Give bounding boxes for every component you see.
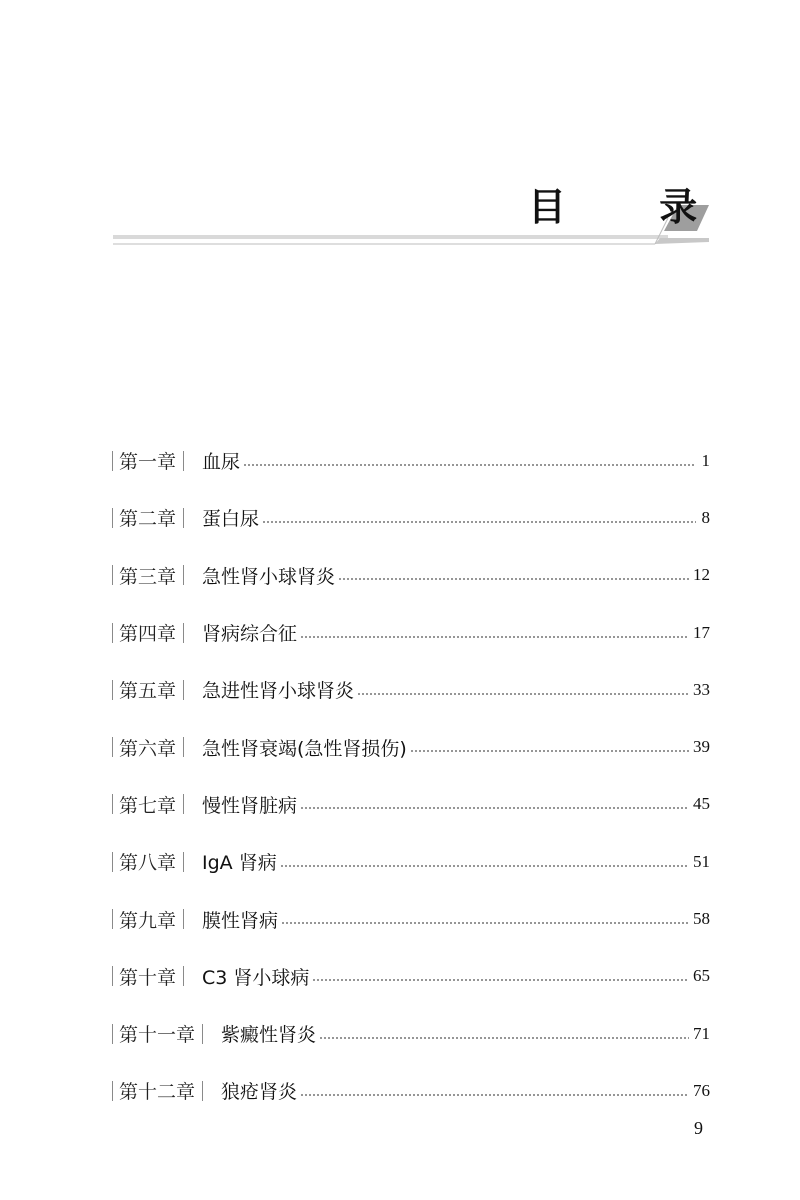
chapter-number: 第一章	[119, 451, 177, 474]
chapter-bar-right	[202, 1024, 203, 1044]
chapter-bar-right	[202, 1081, 203, 1101]
toc-entry[interactable]	[112, 661, 710, 718]
toc-entry[interactable]	[112, 833, 710, 890]
toc-entry[interactable]	[112, 489, 710, 546]
entry-page-number: 8	[701, 507, 710, 527]
chapter-bar-left	[112, 737, 113, 757]
dot-leader	[281, 922, 689, 924]
page-title: 目 录	[528, 184, 738, 229]
dot-leader	[262, 521, 696, 523]
entry-title: 慢性肾脏病	[202, 794, 298, 817]
table-of-contents	[112, 432, 710, 1120]
dot-leader	[280, 865, 689, 867]
chapter-number: 第三章	[119, 565, 177, 588]
chapter-bar-right	[183, 852, 184, 872]
toc-entry[interactable]	[112, 776, 710, 833]
entry-title: 肾病综合征	[202, 623, 298, 646]
page-number: 9	[694, 1118, 703, 1138]
chapter-bar-right	[183, 623, 184, 643]
chapter-bar-left	[112, 508, 113, 528]
chapter-bar-right	[183, 451, 184, 471]
chapter-marker	[112, 562, 184, 589]
entry-title: 紫癜性肾炎	[221, 1024, 317, 1047]
chapter-bar-left	[112, 1024, 113, 1044]
entry-title: 蛋白尿	[202, 508, 260, 531]
chapter-bar-right	[183, 909, 184, 929]
entry-page-number: 1	[701, 450, 710, 470]
toc-entry[interactable]	[112, 547, 710, 604]
chapter-number: 第九章	[119, 909, 177, 932]
chapter-marker	[112, 963, 184, 990]
chapter-marker	[112, 1077, 203, 1104]
dot-leader	[338, 578, 689, 580]
dot-leader	[243, 464, 696, 466]
chapter-bar-left	[112, 1081, 113, 1101]
entry-title: 狼疮肾炎	[221, 1081, 298, 1104]
toc-entry[interactable]	[112, 432, 710, 489]
chapter-number: 第六章	[119, 737, 177, 760]
dot-leader	[357, 693, 689, 695]
chapter-marker	[112, 1020, 203, 1047]
chapter-marker	[112, 906, 184, 933]
chapter-marker	[112, 619, 184, 646]
toc-entry[interactable]	[112, 890, 710, 947]
entry-page-number: 76	[693, 1080, 710, 1100]
chapter-bar-right	[183, 737, 184, 757]
chapter-bar-right	[183, 508, 184, 528]
chapter-number: 第五章	[119, 680, 177, 703]
title-parallelogram-light	[655, 238, 709, 244]
chapter-bar-left	[112, 794, 113, 814]
entry-page-number: 51	[693, 851, 710, 871]
toc-entry[interactable]	[112, 604, 710, 661]
chapter-marker	[112, 504, 184, 531]
toc-entry[interactable]	[112, 1005, 710, 1062]
chapter-bar-left	[112, 623, 113, 643]
chapter-marker	[112, 734, 184, 761]
chapter-bar-left	[112, 909, 113, 929]
dot-leader	[300, 807, 689, 809]
toc-entry[interactable]	[112, 718, 710, 775]
chapter-number: 第二章	[119, 508, 177, 531]
entry-title: 急性肾小球肾炎	[202, 565, 336, 588]
dot-leader	[410, 750, 689, 752]
entry-page-number: 71	[693, 1023, 710, 1043]
entry-page-number: 12	[693, 565, 710, 585]
chapter-number: 第七章	[119, 794, 177, 817]
entry-page-number: 45	[693, 794, 710, 814]
chapter-marker	[112, 676, 184, 703]
entry-title: IgA 肾病	[202, 852, 277, 875]
chapter-number: 第十二章	[119, 1081, 196, 1104]
chapter-marker	[112, 447, 184, 474]
chapter-marker	[112, 791, 184, 818]
chapter-bar-left	[112, 852, 113, 872]
chapter-marker	[112, 848, 184, 875]
entry-title: 急进性肾小球肾炎	[202, 680, 355, 703]
chapter-bar-left	[112, 451, 113, 471]
entry-page-number: 33	[693, 679, 710, 699]
entry-title: 膜性肾病	[202, 909, 279, 932]
toc-entry[interactable]	[112, 1062, 710, 1119]
dot-leader	[312, 979, 689, 981]
chapter-number: 第十章	[119, 966, 177, 989]
chapter-number: 第四章	[119, 623, 177, 646]
chapter-bar-right	[183, 794, 184, 814]
toc-entry[interactable]	[112, 948, 710, 1005]
dot-leader	[300, 1094, 689, 1096]
chapter-bar-right	[183, 680, 184, 700]
chapter-bar-left	[112, 565, 113, 585]
chapter-bar-right	[183, 966, 184, 986]
entry-page-number: 17	[693, 622, 710, 642]
dot-leader	[319, 1037, 689, 1039]
entry-page-number: 65	[693, 966, 710, 986]
chapter-bar-right	[183, 565, 184, 585]
title-rule-band	[113, 235, 668, 239]
entry-title: 血尿	[202, 451, 241, 474]
entry-page-number: 58	[693, 909, 710, 929]
dot-leader	[300, 636, 689, 638]
chapter-number: 第十一章	[119, 1024, 196, 1047]
chapter-bar-left	[112, 680, 113, 700]
entry-title: C3 肾小球病	[202, 966, 310, 989]
entry-title: 急性肾衰竭(急性肾损伤)	[202, 737, 407, 760]
entry-page-number: 39	[693, 737, 710, 757]
chapter-number: 第八章	[119, 852, 177, 875]
chapter-bar-left	[112, 966, 113, 986]
